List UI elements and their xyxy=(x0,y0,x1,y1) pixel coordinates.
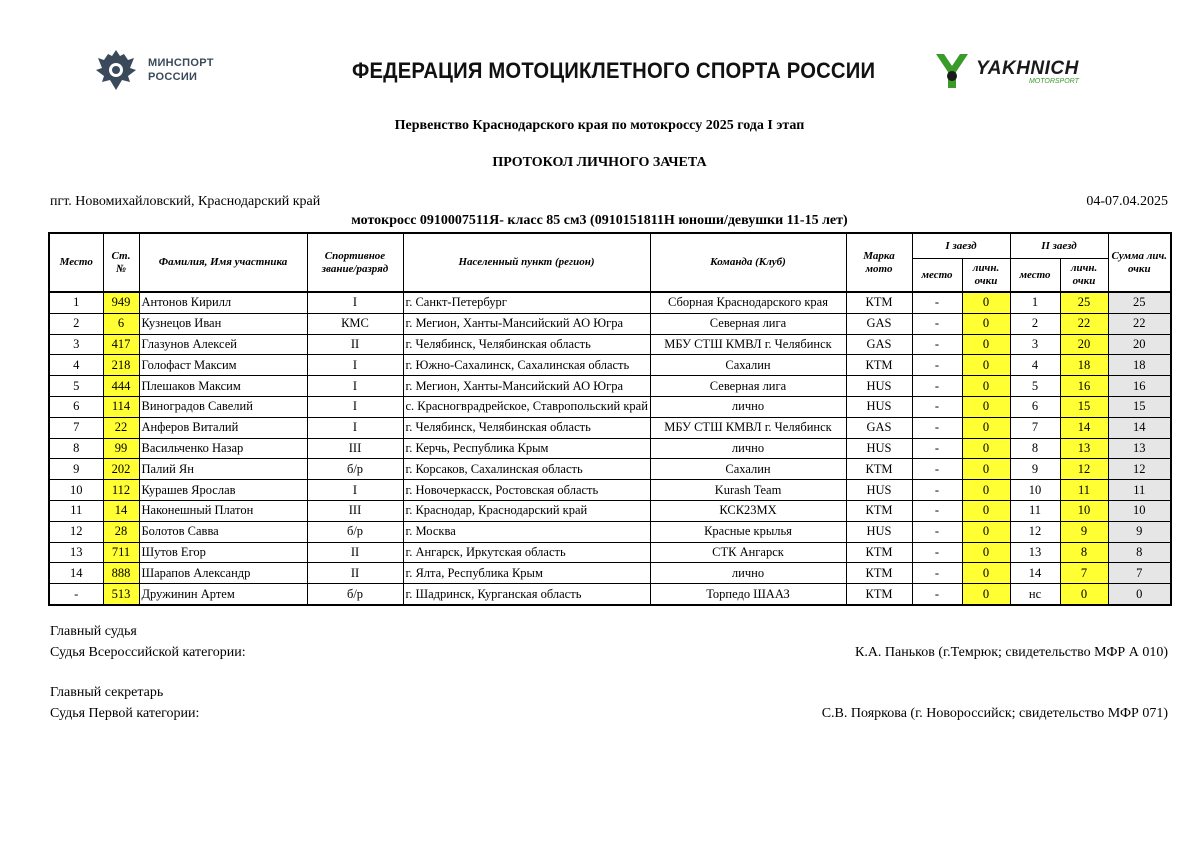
cell-team: Северная лига xyxy=(650,376,846,397)
cell-r1-place: - xyxy=(912,542,962,563)
cell-sum: 9 xyxy=(1108,521,1171,542)
cell-r1-pts: 0 xyxy=(962,334,1010,355)
cell-num: 114 xyxy=(103,396,139,417)
cell-num: 513 xyxy=(103,584,139,605)
cell-moto: GAS xyxy=(846,313,912,334)
cell-name: Глазунов Алексей xyxy=(139,334,307,355)
cell-r1-place: - xyxy=(912,584,962,605)
cell-city: г. Краснодар, Краснодарский край xyxy=(403,500,650,521)
cell-city: г. Мегион, Ханты-Мансийский АО Югра xyxy=(403,376,650,397)
cell-rank: III xyxy=(307,500,403,521)
cell-city: с. Красногврадрейское, Ставропольский край xyxy=(403,396,650,417)
competition-title: Первенство Краснодарского края по мотокроссу 2025 года I этап xyxy=(394,118,805,133)
cell-sum: 16 xyxy=(1108,376,1171,397)
cell-moto: КТМ xyxy=(846,459,912,480)
cell-sum: 7 xyxy=(1108,563,1171,584)
cell-city: г. Ангарск, Иркутская область xyxy=(403,542,650,563)
cell-num: 444 xyxy=(103,376,139,397)
cell-team: Сборная Краснодарского края xyxy=(650,292,846,313)
cell-sum: 8 xyxy=(1108,542,1171,563)
cell-r1-pts: 0 xyxy=(962,500,1010,521)
cell-name: Анферов Виталий xyxy=(139,417,307,438)
cell-rank: II xyxy=(307,563,403,584)
cell-r2-pts: 25 xyxy=(1060,292,1108,313)
cell-city: г. Новочеркасск, Ростовская область xyxy=(403,480,650,501)
cell-rank: II xyxy=(307,334,403,355)
cell-team: лично xyxy=(650,563,846,584)
cell-rank: I xyxy=(307,396,403,417)
cell-r2-place: 12 xyxy=(1010,521,1060,542)
cell-team: Торпедо ШААЗ xyxy=(650,584,846,605)
cell-name: Палий Ян xyxy=(139,459,307,480)
cell-r1-place: - xyxy=(912,500,962,521)
cell-r2-place: 13 xyxy=(1010,542,1060,563)
cell-rank: I xyxy=(307,480,403,501)
cell-r1-place: - xyxy=(912,563,962,584)
cell-r1-pts: 0 xyxy=(962,521,1010,542)
cell-r1-pts: 0 xyxy=(962,396,1010,417)
col-header-race-2-place: место xyxy=(1010,259,1060,293)
cell-r2-place: 3 xyxy=(1010,334,1060,355)
cell-sum: 15 xyxy=(1108,396,1171,417)
cell-moto: HUS xyxy=(846,376,912,397)
cell-city: г. Москва xyxy=(403,521,650,542)
chief-judge-category: Судья Всероссийской категории: xyxy=(50,645,246,660)
cell-r1-pts: 0 xyxy=(962,292,1010,313)
cell-place: 2 xyxy=(49,313,103,334)
cell-num: 22 xyxy=(103,417,139,438)
cell-team: МБУ СТШ КМВЛ г. Челябинск xyxy=(650,417,846,438)
cell-rank: I xyxy=(307,417,403,438)
cell-num: 14 xyxy=(103,500,139,521)
results-table xyxy=(48,232,1172,606)
cell-sum: 13 xyxy=(1108,438,1171,459)
cell-r2-pts: 9 xyxy=(1060,521,1108,542)
table-row xyxy=(49,417,1171,438)
col-header-race-1-points: личн. очки xyxy=(962,259,1010,293)
cell-rank: III xyxy=(307,438,403,459)
cell-sum: 18 xyxy=(1108,355,1171,376)
cell-city: г. Керчь, Республика Крым xyxy=(403,438,650,459)
cell-r2-place: 8 xyxy=(1010,438,1060,459)
cell-r1-place: - xyxy=(912,355,962,376)
cell-sum: 20 xyxy=(1108,334,1171,355)
cell-moto: GAS xyxy=(846,334,912,355)
col-header-moto: Марка мото xyxy=(846,233,912,292)
cell-r2-place: 1 xyxy=(1010,292,1060,313)
cell-num: 99 xyxy=(103,438,139,459)
cell-team: лично xyxy=(650,438,846,459)
cell-place: 4 xyxy=(49,355,103,376)
table-row xyxy=(49,313,1171,334)
col-header-start-number xyxy=(103,233,139,292)
cell-r2-place: нс xyxy=(1010,584,1060,605)
col-header-race-2: II заезд xyxy=(1010,233,1108,259)
cell-r1-pts: 0 xyxy=(962,459,1010,480)
cell-place: 3 xyxy=(49,334,103,355)
table-row xyxy=(49,334,1171,355)
cell-city: г. Челябинск, Челябинская область xyxy=(403,334,650,355)
cell-r1-place: - xyxy=(912,438,962,459)
cell-r2-pts: 20 xyxy=(1060,334,1108,355)
cell-r1-place: - xyxy=(912,376,962,397)
cell-place: 9 xyxy=(49,459,103,480)
cell-r1-pts: 0 xyxy=(962,563,1010,584)
cell-moto: КТМ xyxy=(846,542,912,563)
cell-place: 10 xyxy=(49,480,103,501)
cell-team: МБУ СТШ КМВЛ г. Челябинск xyxy=(650,334,846,355)
cell-moto: КТМ xyxy=(846,292,912,313)
cell-num: 6 xyxy=(103,313,139,334)
cell-name: Курашев Ярослав xyxy=(139,480,307,501)
cell-city: г. Ялта, Республика Крым xyxy=(403,563,650,584)
cell-rank: б/р xyxy=(307,459,403,480)
cell-r1-pts: 0 xyxy=(962,438,1010,459)
col-header-team: Команда (Клуб) xyxy=(650,233,846,292)
cell-name: Наконешный Платон xyxy=(139,500,307,521)
cell-num: 112 xyxy=(103,480,139,501)
cell-city: г. Шадринск, Курганская область xyxy=(403,584,650,605)
chief-judge-title: Главный судья xyxy=(50,624,137,639)
cell-place: - xyxy=(49,584,103,605)
table-row xyxy=(49,521,1171,542)
cell-sum: 10 xyxy=(1108,500,1171,521)
cell-r1-pts: 0 xyxy=(962,480,1010,501)
cell-name: Шутов Егор xyxy=(139,542,307,563)
col-header-race-2-points: личн. очки xyxy=(1060,259,1108,293)
cell-r2-pts: 10 xyxy=(1060,500,1108,521)
minsport-logo xyxy=(94,44,244,96)
cell-place: 12 xyxy=(49,521,103,542)
cell-team: Сахалин xyxy=(650,459,846,480)
table-row xyxy=(49,563,1171,584)
cell-r1-pts: 0 xyxy=(962,417,1010,438)
cell-moto: КТМ xyxy=(846,584,912,605)
cell-r1-place: - xyxy=(912,459,962,480)
cell-r1-pts: 0 xyxy=(962,584,1010,605)
table-row xyxy=(49,292,1171,313)
cell-city: г. Санкт-Петербург xyxy=(403,292,650,313)
cell-r1-place: - xyxy=(912,417,962,438)
cell-r2-pts: 0 xyxy=(1060,584,1108,605)
cell-rank: I xyxy=(307,376,403,397)
cell-num: 417 xyxy=(103,334,139,355)
cell-r1-place: - xyxy=(912,480,962,501)
cell-moto: КТМ xyxy=(846,355,912,376)
cell-r2-place: 14 xyxy=(1010,563,1060,584)
cell-city: г. Южно-Сахалинск, Сахалинская область xyxy=(403,355,650,376)
cell-team: СТК Ангарск xyxy=(650,542,846,563)
cell-r1-place: - xyxy=(912,521,962,542)
cell-name: Шарапов Александр xyxy=(139,563,307,584)
cell-place: 5 xyxy=(49,376,103,397)
cell-name: Васильченко Назар xyxy=(139,438,307,459)
minsport-logo-text: МИНСПОРТ РОССИИ xyxy=(148,57,214,83)
event-dates: 04-07.04.2025 xyxy=(1086,194,1168,209)
cell-r2-place: 4 xyxy=(1010,355,1060,376)
cell-r1-pts: 0 xyxy=(962,542,1010,563)
table-row xyxy=(49,500,1171,521)
cell-r1-place: - xyxy=(912,292,962,313)
table-row xyxy=(49,355,1171,376)
protocol-title: ПРОТОКОЛ ЛИЧНОГО ЗАЧЕТА xyxy=(492,155,707,170)
cell-place: 13 xyxy=(49,542,103,563)
cell-rank: б/р xyxy=(307,584,403,605)
cell-name: Виноградов Савелий xyxy=(139,396,307,417)
cell-team: Сахалин xyxy=(650,355,846,376)
cell-name: Кузнецов Иван xyxy=(139,313,307,334)
cell-r2-pts: 12 xyxy=(1060,459,1108,480)
cell-sum: 14 xyxy=(1108,417,1171,438)
cell-moto: КТМ xyxy=(846,563,912,584)
cell-rank: КМС xyxy=(307,313,403,334)
table-row xyxy=(49,396,1171,417)
cell-moto: HUS xyxy=(846,438,912,459)
cell-rank: I xyxy=(307,355,403,376)
cell-num: 218 xyxy=(103,355,139,376)
cell-r2-pts: 7 xyxy=(1060,563,1108,584)
cell-rank: I xyxy=(307,292,403,313)
federation-logo-text: ФЕДЕРАЦИЯ МОТОЦИКЛЕТНОГО СПОРТА РОССИИ xyxy=(352,58,876,83)
cell-sum: 0 xyxy=(1108,584,1171,605)
cell-r2-pts: 22 xyxy=(1060,313,1108,334)
event-location: пгт. Новомихайловский, Краснодарский край xyxy=(50,194,321,209)
cell-moto: КТМ xyxy=(846,500,912,521)
col-header-rank: Спортивное звание/разряд xyxy=(307,233,403,292)
chief-secretary-name: С.В. Пояркова (г. Новороссийск; свидетельство МФР 071) xyxy=(821,706,1168,721)
col-header-name: Фамилия, Имя участника xyxy=(139,233,307,292)
cell-r2-pts: 15 xyxy=(1060,396,1108,417)
cell-num: 888 xyxy=(103,563,139,584)
chief-judge-name: К.А. Паньков (г.Темрюк; свидетельство МФР А 010) xyxy=(854,645,1168,660)
cell-r2-place: 9 xyxy=(1010,459,1060,480)
table-row xyxy=(49,438,1171,459)
cell-name: Голофаст Максим xyxy=(139,355,307,376)
cell-rank: б/р xyxy=(307,521,403,542)
cell-team: Красные крылья xyxy=(650,521,846,542)
cell-team: КСК23МХ xyxy=(650,500,846,521)
cell-place: 6 xyxy=(49,396,103,417)
cell-moto: GAS xyxy=(846,417,912,438)
cell-place: 14 xyxy=(49,563,103,584)
cell-r1-place: - xyxy=(912,396,962,417)
cell-r1-place: - xyxy=(912,334,962,355)
cell-r2-pts: 8 xyxy=(1060,542,1108,563)
cell-r2-pts: 13 xyxy=(1060,438,1108,459)
cell-city: г. Мегион, Ханты-Мансийский АО Югра xyxy=(403,313,650,334)
sponsor-logo xyxy=(932,48,1132,94)
table-row xyxy=(49,376,1171,397)
cell-r1-place: - xyxy=(912,313,962,334)
col-header-race-1: I заезд xyxy=(912,233,1010,259)
cell-r2-place: 2 xyxy=(1010,313,1060,334)
cell-moto: HUS xyxy=(846,396,912,417)
cell-r2-pts: 14 xyxy=(1060,417,1108,438)
cell-r2-place: 7 xyxy=(1010,417,1060,438)
cell-name: Дружинин Артем xyxy=(139,584,307,605)
class-description: мотокросс 0910007511Я- класс 85 см3 (0910151811Н юноши/девушки 11-15 лет) xyxy=(351,213,848,228)
cell-num: 202 xyxy=(103,459,139,480)
cell-team: лично xyxy=(650,396,846,417)
chief-secretary-category: Судья Первой категории: xyxy=(50,706,200,721)
yakhnich-emblem-icon xyxy=(932,50,972,92)
table-row xyxy=(49,480,1171,501)
results-table-header xyxy=(49,233,1171,292)
cell-name: Плешаков Максим xyxy=(139,376,307,397)
cell-num: 949 xyxy=(103,292,139,313)
cell-r2-place: 11 xyxy=(1010,500,1060,521)
cell-num: 711 xyxy=(103,542,139,563)
cell-moto: HUS xyxy=(846,521,912,542)
cell-sum: 22 xyxy=(1108,313,1171,334)
cell-place: 11 xyxy=(49,500,103,521)
col-header-sum: Сумма лич. очки xyxy=(1108,233,1171,292)
federation-logo xyxy=(340,42,880,100)
cell-city: г. Корсаков, Сахалинская область xyxy=(403,459,650,480)
cell-num: 28 xyxy=(103,521,139,542)
chief-secretary-title: Главный секретарь xyxy=(50,685,164,700)
results-table-body xyxy=(49,292,1171,605)
eagle-emblem-icon xyxy=(94,46,138,94)
cell-name: Антонов Кирилл xyxy=(139,292,307,313)
cell-r2-pts: 16 xyxy=(1060,376,1108,397)
col-header-start-number-label: Ст. № xyxy=(111,249,131,275)
table-row xyxy=(49,542,1171,563)
cell-team: Северная лига xyxy=(650,313,846,334)
cell-r2-place: 6 xyxy=(1010,396,1060,417)
sponsor-subtitle: MOTORSPORT xyxy=(1028,77,1079,85)
cell-place: 1 xyxy=(49,292,103,313)
cell-r2-place: 10 xyxy=(1010,480,1060,501)
cell-team: Kurash Team xyxy=(650,480,846,501)
cell-sum: 25 xyxy=(1108,292,1171,313)
cell-sum: 11 xyxy=(1108,480,1171,501)
cell-sum: 12 xyxy=(1108,459,1171,480)
cell-place: 8 xyxy=(49,438,103,459)
cell-r2-pts: 18 xyxy=(1060,355,1108,376)
cell-r2-pts: 11 xyxy=(1060,480,1108,501)
table-row xyxy=(49,459,1171,480)
cell-name: Болотов Савва xyxy=(139,521,307,542)
cell-city: г. Челябинск, Челябинская область xyxy=(403,417,650,438)
col-header-city: Населенный пункт (регион) xyxy=(403,233,650,292)
col-header-race-1-place: место xyxy=(912,259,962,293)
sponsor-name: YAKHNICH xyxy=(976,57,1079,79)
cell-place: 7 xyxy=(49,417,103,438)
cell-r1-pts: 0 xyxy=(962,376,1010,397)
cell-moto: HUS xyxy=(846,480,912,501)
table-row xyxy=(49,584,1171,605)
col-header-place: Место xyxy=(49,233,103,292)
cell-rank: II xyxy=(307,542,403,563)
cell-r1-pts: 0 xyxy=(962,355,1010,376)
cell-r1-pts: 0 xyxy=(962,313,1010,334)
cell-r2-place: 5 xyxy=(1010,376,1060,397)
